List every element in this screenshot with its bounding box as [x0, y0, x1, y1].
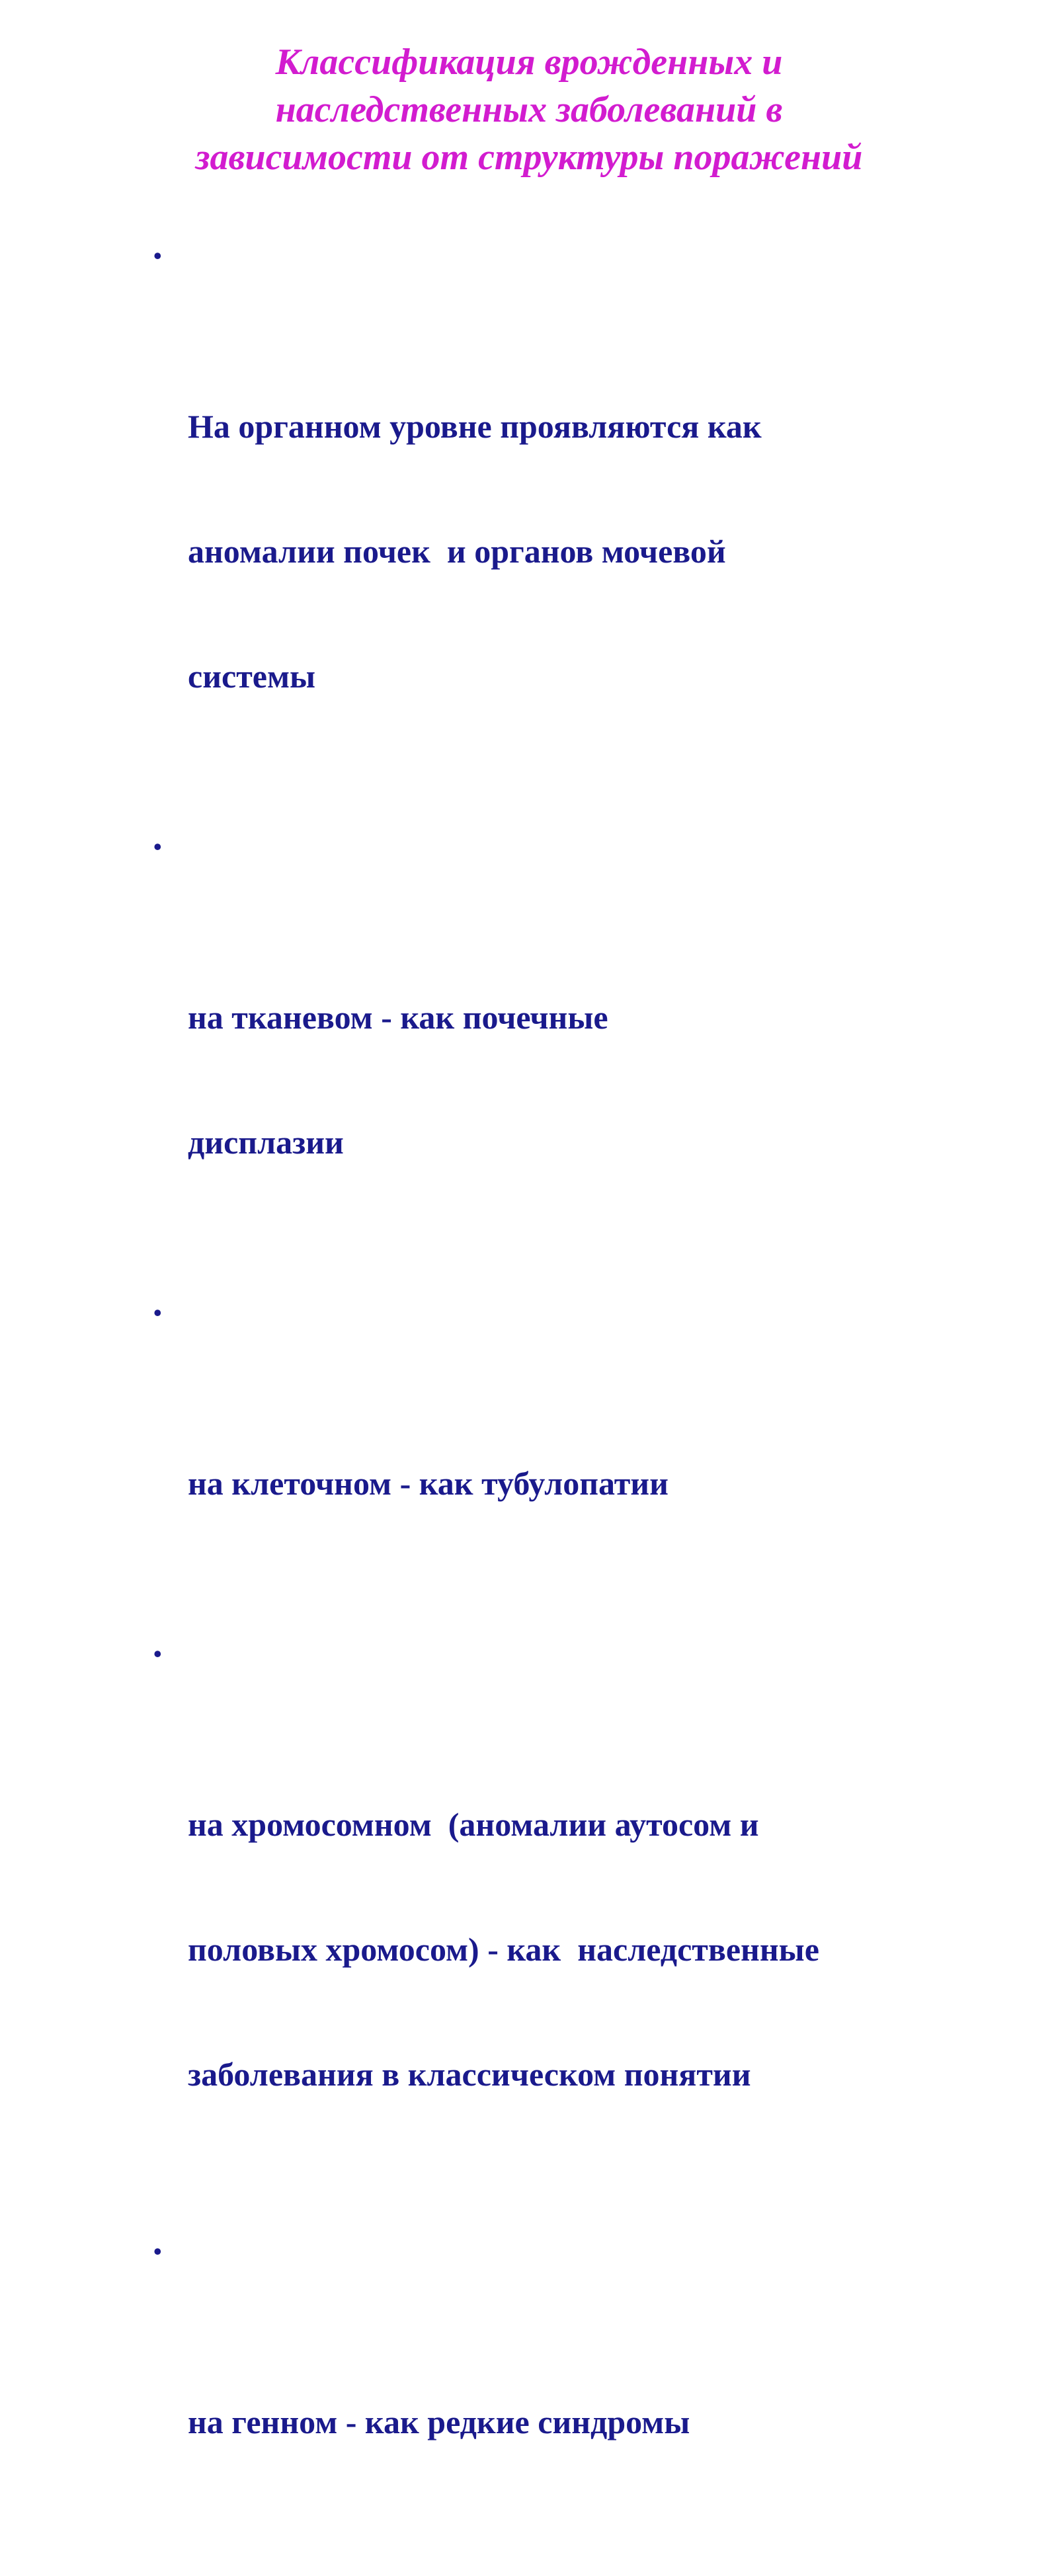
bullet-dot-icon: •	[153, 2238, 162, 2265]
bullet-dot-icon: •	[153, 243, 162, 269]
bullet-line: на генном - как редкие синдромы	[188, 2403, 690, 2440]
bullet-item-organ-level	[153, 239, 920, 822]
bullet-line: системы	[188, 658, 316, 695]
bullet-item-chromosome-level	[153, 1637, 920, 2220]
bullet-line: На органном уровне проявляются как	[188, 408, 762, 445]
bullet-dot-icon: •	[153, 1641, 162, 1667]
bullet-line: аномалии почек и органов мочевой	[188, 533, 726, 570]
bullet-text	[188, 2362, 920, 2524]
bullet-line: на тканевом - как почечные	[188, 999, 608, 1036]
title-line: зависимости от структуры поражений	[195, 137, 863, 178]
bullet-text	[188, 1764, 920, 2176]
bullet-text	[188, 957, 920, 1244]
bullet-item-tissue-level	[153, 830, 920, 1288]
bullet-text	[188, 1423, 920, 1585]
bullet-list	[153, 239, 920, 2576]
title-line: наследственных заболеваний в	[275, 89, 783, 130]
bullet-dot-icon: •	[153, 834, 162, 860]
slide-title	[132, 38, 926, 181]
bullet-item-gene-level	[153, 2235, 920, 2568]
bullet-text	[188, 366, 920, 778]
title-line: Классификация врожденных и	[275, 42, 783, 83]
bullet-line: на хромосомном (аномалии аутосом и	[188, 1806, 759, 1843]
bullet-dot-icon: •	[153, 1300, 162, 1326]
bullet-line: на клеточном - как тубулопатии	[188, 1465, 669, 1502]
bullet-line: заболевания в классическом понятии	[188, 2056, 751, 2093]
bullet-item-cell-level	[153, 1296, 920, 1629]
bullet-line: дисплазии	[188, 1124, 344, 1161]
bullet-line: половых хромосом) - как наследственные	[188, 1931, 819, 1968]
